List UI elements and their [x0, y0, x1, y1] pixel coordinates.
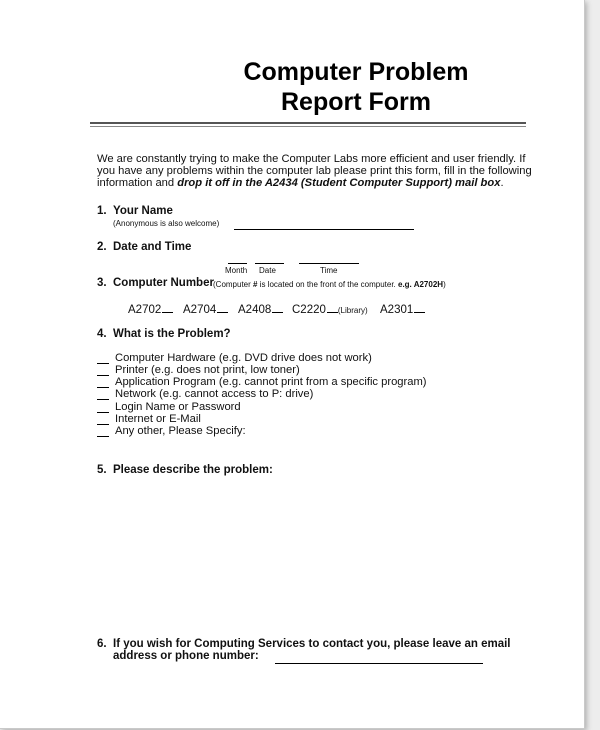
- intro-line-3: [97, 177, 504, 190]
- q3-note: [213, 280, 446, 289]
- q2-number: 2.: [97, 241, 107, 253]
- option-label: Computer Hardware (e.g. DVD drive does not work): [115, 352, 372, 364]
- form-title-line-1: Computer Problem: [243, 58, 469, 86]
- q5-number: 5.: [97, 464, 107, 476]
- q6-label-line-2: address or phone number:: [113, 650, 259, 662]
- q3-note-middle: is located on the front of the computer.: [257, 280, 398, 289]
- computer-option-a2408[interactable]: [238, 302, 283, 316]
- q4-label: What is the Problem?: [113, 328, 231, 340]
- checkbox-blank[interactable]: [414, 302, 425, 313]
- q2-label: Date and Time: [113, 241, 192, 253]
- computer-code-label: A2301: [380, 304, 414, 316]
- q4-number: 4.: [97, 328, 107, 340]
- checkbox-blank[interactable]: [327, 302, 338, 313]
- computer-option-a2702[interactable]: [128, 302, 173, 316]
- time-field[interactable]: [299, 263, 359, 264]
- option-label: Application Program (e.g. cannot print from a specific program): [115, 376, 427, 388]
- checkbox-blank[interactable]: [272, 302, 283, 313]
- computer-code-label: A2702: [128, 304, 162, 316]
- problem-option-printer[interactable]: [97, 364, 300, 376]
- q3-number: 3.: [97, 277, 107, 289]
- q3-note-suffix: ): [443, 280, 446, 289]
- checkbox-blank[interactable]: [97, 365, 109, 376]
- option-label: Login Name or Password: [115, 401, 241, 413]
- option-label: Any other, Please Specify:: [115, 425, 246, 437]
- problem-option-other[interactable]: [97, 425, 246, 437]
- option-label: Printer (e.g. does not print, low toner): [115, 364, 300, 376]
- computer-code-label: A2704: [183, 304, 217, 316]
- intro-line-3-suffix: .: [500, 177, 504, 189]
- q1-label: Your Name: [113, 205, 173, 217]
- q1-number: 1.: [97, 205, 107, 217]
- problem-option-application[interactable]: [97, 376, 427, 388]
- q6-number: 6.: [97, 638, 107, 650]
- date-field[interactable]: [255, 263, 284, 264]
- name-field[interactable]: [234, 229, 414, 230]
- month-field[interactable]: [228, 263, 247, 264]
- checkbox-blank[interactable]: [162, 302, 173, 313]
- checkbox-blank[interactable]: [97, 414, 109, 425]
- date-caption: Date: [259, 266, 276, 275]
- intro-line-1: We are constantly trying to make the Computer Labs more efficient and user friendly. If: [97, 153, 526, 165]
- problem-option-network[interactable]: [97, 388, 313, 400]
- month-caption: Month: [225, 266, 248, 275]
- library-note: (Library): [337, 306, 368, 315]
- checkbox-blank[interactable]: [97, 377, 109, 388]
- computer-option-a2301[interactable]: [380, 302, 425, 316]
- q3-note-prefix: (Computer: [213, 280, 254, 289]
- intro-dropoff-instruction: drop it off in the A2434 (Student Computer Support) mail box: [177, 177, 501, 189]
- q3-note-example: e.g. A2702H: [398, 280, 444, 289]
- option-label: Internet or E-Mail: [115, 413, 201, 425]
- option-label: Network (e.g. cannot access to P: drive): [115, 388, 314, 400]
- problem-description-area[interactable]: [113, 484, 513, 624]
- problem-option-hardware[interactable]: [97, 352, 372, 364]
- title-divider-thick: [90, 122, 526, 124]
- q6-label-line-1: If you wish for Computing Services to contact you, please leave an email: [113, 638, 511, 650]
- checkbox-blank[interactable]: [97, 389, 109, 400]
- intro-line-3-prefix: information and: [97, 177, 178, 189]
- q3-label: Computer Number: [113, 277, 214, 289]
- checkbox-blank[interactable]: [97, 353, 109, 364]
- form-title-line-2: Report Form: [281, 88, 431, 116]
- time-caption: Time: [320, 266, 338, 275]
- checkbox-blank[interactable]: [97, 402, 109, 413]
- problem-option-login[interactable]: [97, 401, 241, 413]
- computer-code-label: A2408: [238, 304, 272, 316]
- contact-field[interactable]: [275, 663, 483, 664]
- computer-option-a2704[interactable]: [183, 302, 228, 316]
- title-divider-thin: [90, 126, 526, 127]
- q3-note-hash: #: [253, 280, 258, 289]
- computer-code-label: C2220: [292, 304, 326, 316]
- intro-line-2: you have any problems within the computer lab please print this form, fill in the following: [97, 165, 532, 177]
- q1-note: (Anonymous is also welcome): [113, 219, 220, 228]
- computer-option-c2220[interactable]: [292, 302, 368, 316]
- checkbox-blank[interactable]: [97, 426, 109, 437]
- q5-label: Please describe the problem:: [113, 464, 273, 476]
- checkbox-blank[interactable]: [217, 302, 228, 313]
- problem-option-internet[interactable]: [97, 413, 201, 425]
